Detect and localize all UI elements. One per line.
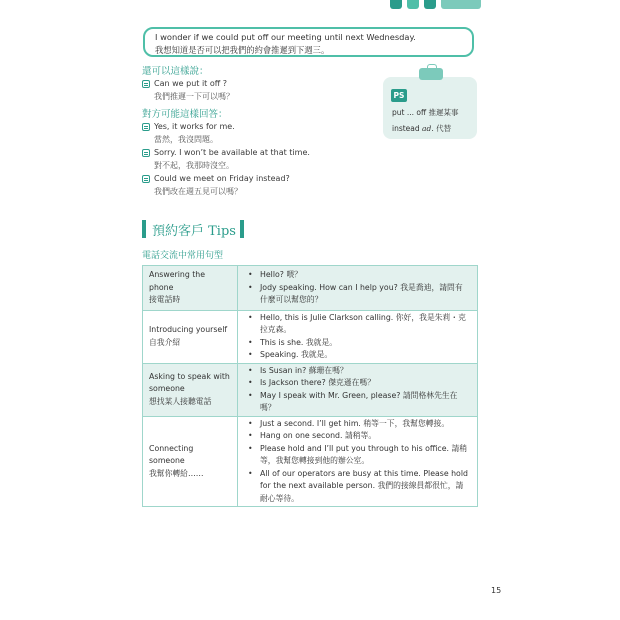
- ps-note-phrase: put ... off: [392, 108, 427, 117]
- phrase-item: • All of our operators are busy at this time. Please hold for the next available person. 我們的接線員都很忙，請耐心等待。: [256, 468, 469, 506]
- replies-section: [142, 108, 310, 198]
- ps-note-line-2: [392, 123, 451, 134]
- ps-note-line-1: [392, 107, 459, 118]
- phrase-item: • Hang on one second. 請稍等。: [256, 430, 469, 443]
- example-sentence-en: I wonder if we could put off our meeting until next Wednesday.: [155, 32, 416, 42]
- row-label-cell: [143, 310, 238, 363]
- table-row: [143, 416, 478, 507]
- table-row: [143, 310, 478, 363]
- page-number: 15: [491, 586, 502, 595]
- reply-item-zh: 當然，我沒問題。: [154, 134, 218, 144]
- phrase-item: • This is she. 我就是。: [256, 337, 469, 350]
- row-phrases-cell: [238, 266, 478, 311]
- title-bar-right: [240, 220, 244, 238]
- speech-bubble-icon: [142, 123, 150, 131]
- phrase-item: • May I speak with Mr. Green, please? 請問格林先生在嗎？: [256, 390, 469, 415]
- alt-say-item-zh: 我們推遲一下可以嗎？: [154, 91, 234, 101]
- row-label-en: Connecting someone: [149, 443, 194, 465]
- phrase-item: • Hello, this is Julie Clarkson calling. 你好，我是朱莉・克拉克森。: [256, 312, 469, 337]
- phrase-item: • Just a second. I’ll get him. 稍等一下，我幫您轉接。: [256, 418, 469, 431]
- tips-title: [142, 219, 244, 239]
- ps-note-card: [383, 77, 477, 139]
- phrase-item: • Is Susan in? 蘇珊在嗎？: [256, 365, 469, 378]
- table-row: [143, 266, 478, 311]
- phrase-item: • Speaking. 我就是。: [256, 349, 469, 362]
- ps-note-meaning: 推遲某事: [428, 108, 459, 117]
- title-bar-left: [142, 220, 146, 238]
- row-phrases-cell: [238, 363, 478, 416]
- row-label-en: Introducing yourself: [149, 325, 228, 334]
- ps-note-meaning: 代替: [436, 124, 452, 133]
- row-label-zh: 接電話時: [149, 295, 181, 304]
- reply-item-zh: 我們改在週五見可以嗎？: [154, 186, 242, 196]
- reply-item: [142, 121, 310, 134]
- reply-item-en: Could we meet on Friday instead?: [154, 174, 290, 183]
- phrase-item: • Please hold and I’ll put you through to his office. 請稍等，我幫您轉接到他的辦公室。: [256, 443, 469, 468]
- row-phrases-cell: [238, 416, 478, 507]
- row-label-cell: [143, 416, 238, 507]
- speech-bubble-icon: [142, 149, 150, 157]
- alt-say-heading: 還可以這樣說：: [142, 66, 209, 77]
- row-label-en: Answering the phone: [149, 270, 206, 292]
- speech-bubble-icon: [142, 175, 150, 183]
- example-sentence-box: [143, 27, 474, 57]
- reply-item-en: Yes, it works for me.: [154, 122, 235, 131]
- phone-phrases-table: [142, 265, 478, 507]
- alt-say-section: [142, 65, 234, 103]
- table-row: [143, 363, 478, 416]
- clipboard-clip-icon: [419, 68, 443, 80]
- reply-item-en: Sorry. I won’t be available at that time.: [154, 148, 310, 157]
- tips-subtitle: 電話交流中常用句型: [142, 251, 224, 261]
- header-tab-decoration: [390, 0, 486, 4]
- row-phrases-cell: [238, 310, 478, 363]
- speech-bubble-icon: [142, 80, 150, 88]
- reply-item: [142, 173, 310, 186]
- ps-note-phrase: instead: [392, 124, 420, 133]
- reply-item: [142, 147, 310, 160]
- row-label-cell: [143, 363, 238, 416]
- ps-note-part-of-speech: ad.: [422, 124, 434, 133]
- alt-say-item: [142, 78, 234, 91]
- alt-say-item-en: Can we put it off ?: [154, 79, 228, 88]
- row-label-zh: 我幫你轉給……: [149, 468, 204, 478]
- row-label-cell: [143, 266, 238, 311]
- replies-heading: 對方可能這樣回答：: [142, 109, 228, 120]
- phrase-item: • Is Jackson there? 傑克遜在嗎？: [256, 377, 469, 390]
- row-label-en: Asking to speak with someone: [149, 371, 230, 394]
- reply-item-zh: 對不起，我那時沒空。: [154, 160, 234, 170]
- row-label-zh: 自我介紹: [149, 337, 181, 347]
- tips-title-text: 預約客戶 Tips: [152, 223, 236, 239]
- phrase-item: • Hello? 喂？: [256, 269, 469, 282]
- ps-badge: PS: [391, 89, 407, 102]
- row-label-zh: 想找某人接聽電話: [149, 396, 212, 406]
- phrase-item: • Jody speaking. How can I help you? 我是喬迪，請問有什麼可以幫您的？: [256, 282, 469, 307]
- example-sentence-zh: 我想知道是否可以把我們的約會推遲到下週三。: [155, 45, 330, 55]
